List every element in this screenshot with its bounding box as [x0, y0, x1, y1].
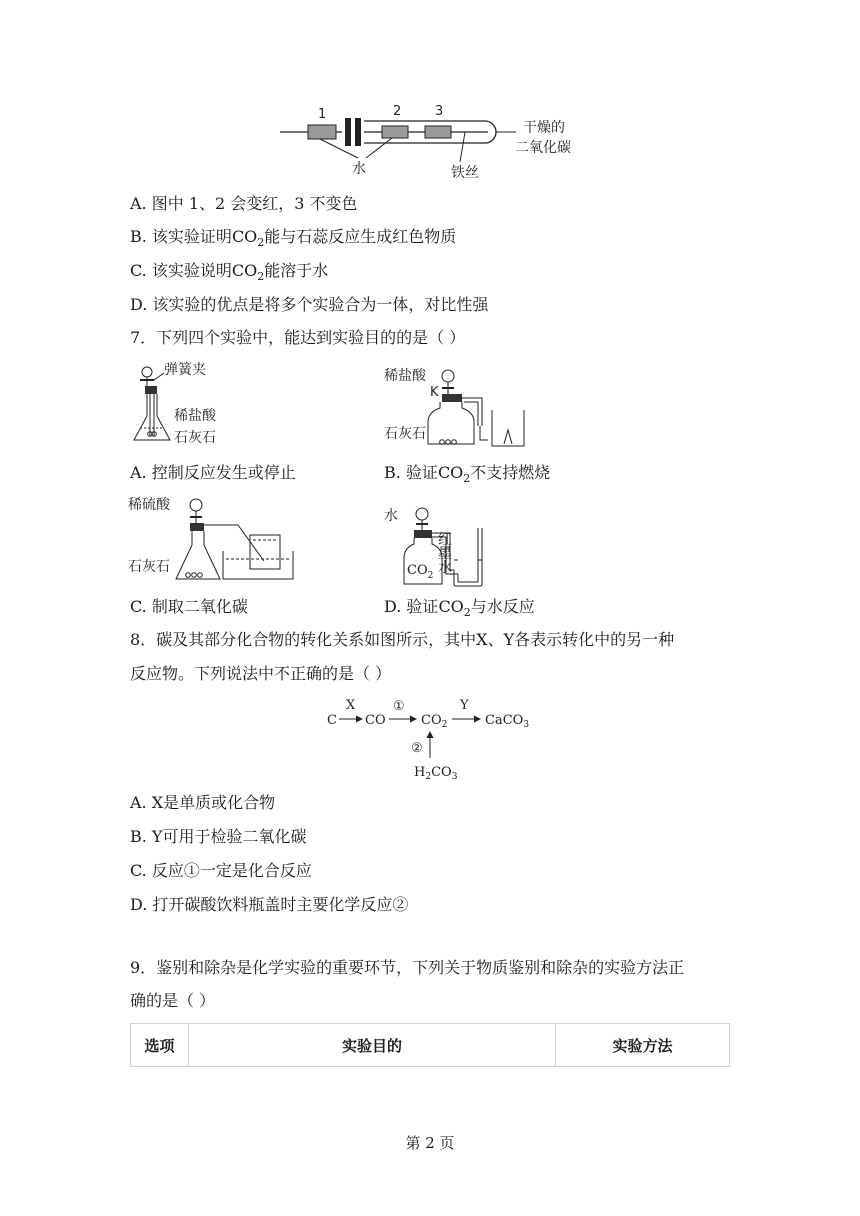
- q8-conversion-diagram: [325, 692, 540, 782]
- q6-label-1: 1: [318, 107, 327, 122]
- q7d-label-ink-3: 水: [438, 560, 452, 576]
- q7b-label-stone: 石灰石: [384, 426, 426, 442]
- q8-option-b: B. Y可用于检验二氧化碳: [130, 827, 307, 846]
- q7b-label-acid: 稀盐酸: [384, 368, 426, 384]
- q7a-label-stone: 石灰石: [174, 430, 216, 446]
- q8-label-y: Y: [460, 698, 469, 713]
- q6-label-water: 水: [352, 161, 366, 177]
- page-number: 第 2 页: [405, 1134, 455, 1152]
- q8-option-d: D. 打开碳酸饮料瓶盖时主要化学反应②: [130, 895, 409, 914]
- q8-option-a: A. X是单质或化合物: [130, 793, 276, 812]
- q6-option-d: D. 该实验的优点是将多个实验合为一体，对比性强: [130, 295, 489, 314]
- q6-label-dry-2: 二氧化碳: [515, 140, 571, 156]
- q7-option-d: D. 验证$CO_2$与水反应: [384, 597, 535, 620]
- q7a-label-clip: 弹簧夹: [164, 362, 206, 378]
- table-header-purpose: 实验目的: [189, 1024, 556, 1067]
- q7c-label-stone: 石灰石: [128, 559, 170, 575]
- q7d-label-ink-2: 墨: [438, 546, 452, 562]
- q8-node-h2co3: $H_2CO_3$: [414, 765, 458, 782]
- table-header-option: 选项: [131, 1024, 189, 1067]
- q7-option-a: A. 控制反应发生或停止: [130, 463, 296, 482]
- q7d-label-water: 水: [384, 508, 398, 524]
- q8-node-caco3: CaCO$_3$: [485, 713, 530, 730]
- q6-option-b: B. 该实验证明$CO_2$能与石蕊反应生成红色物质: [130, 227, 457, 250]
- q6-label-2: 2: [393, 104, 402, 119]
- table-header-method: 实验方法: [556, 1024, 730, 1067]
- q6-option-a: A. 图中 1、2 会变红，3 不变色: [130, 194, 358, 213]
- q7-stem: 7．下列四个实验中，能达到实验目的的是（ ）: [130, 328, 466, 347]
- q6-label-wire: 铁丝: [451, 165, 479, 181]
- q9-stem-line-2: 确的是（ ）: [130, 991, 216, 1010]
- q8-option-c: C. 反应①一定是化合反应: [130, 861, 312, 880]
- q8-label-reaction-1: ①: [393, 699, 405, 714]
- q8-stem-line-2: 反应物。下列说法中不正确的是（ ）: [130, 664, 392, 683]
- q8-node-c: C: [327, 713, 337, 728]
- q8-node-co2: $CO_2$: [421, 713, 448, 730]
- q6-tube-figure: [280, 100, 590, 182]
- q7b-label-k: K: [430, 385, 439, 400]
- q6-label-dry-1: 干燥的: [523, 120, 565, 136]
- table-header-row: [131, 1024, 730, 1067]
- q7d-label-gas: $CO_2$: [407, 563, 434, 581]
- q8-label-reaction-2: ②: [411, 741, 423, 756]
- q7-figure-c: [128, 495, 298, 585]
- q6-label-3: 3: [435, 104, 444, 119]
- q7-figure-a: [128, 358, 228, 448]
- q6-option-c: C. 该实验说明$CO_2$能溶于水: [130, 261, 329, 284]
- q7-option-b: B. 验证$CO_2$不支持燃烧: [384, 463, 551, 486]
- q7a-label-acid: 稀盐酸: [174, 408, 216, 424]
- q8-stem-line-1: 8．碳及其部分化合物的转化关系如图所示，其中X、Y各表示转化中的另一种: [130, 630, 675, 649]
- q7c-label-acid: 稀硫酸: [128, 497, 170, 513]
- q9-options-table: [130, 1023, 730, 1067]
- q7d-label-ink-1: 红: [438, 532, 452, 548]
- q7-figure-d: [384, 500, 494, 588]
- q8-label-x: X: [346, 698, 356, 713]
- q8-node-co: CO: [365, 713, 386, 728]
- q7-figure-b: [384, 366, 534, 450]
- q7-option-c: C. 制取二氧化碳: [130, 597, 248, 616]
- q9-stem-line-1: 9．鉴别和除杂是化学实验的重要环节，下列关于物质鉴别和除杂的实验方法正: [130, 958, 685, 977]
